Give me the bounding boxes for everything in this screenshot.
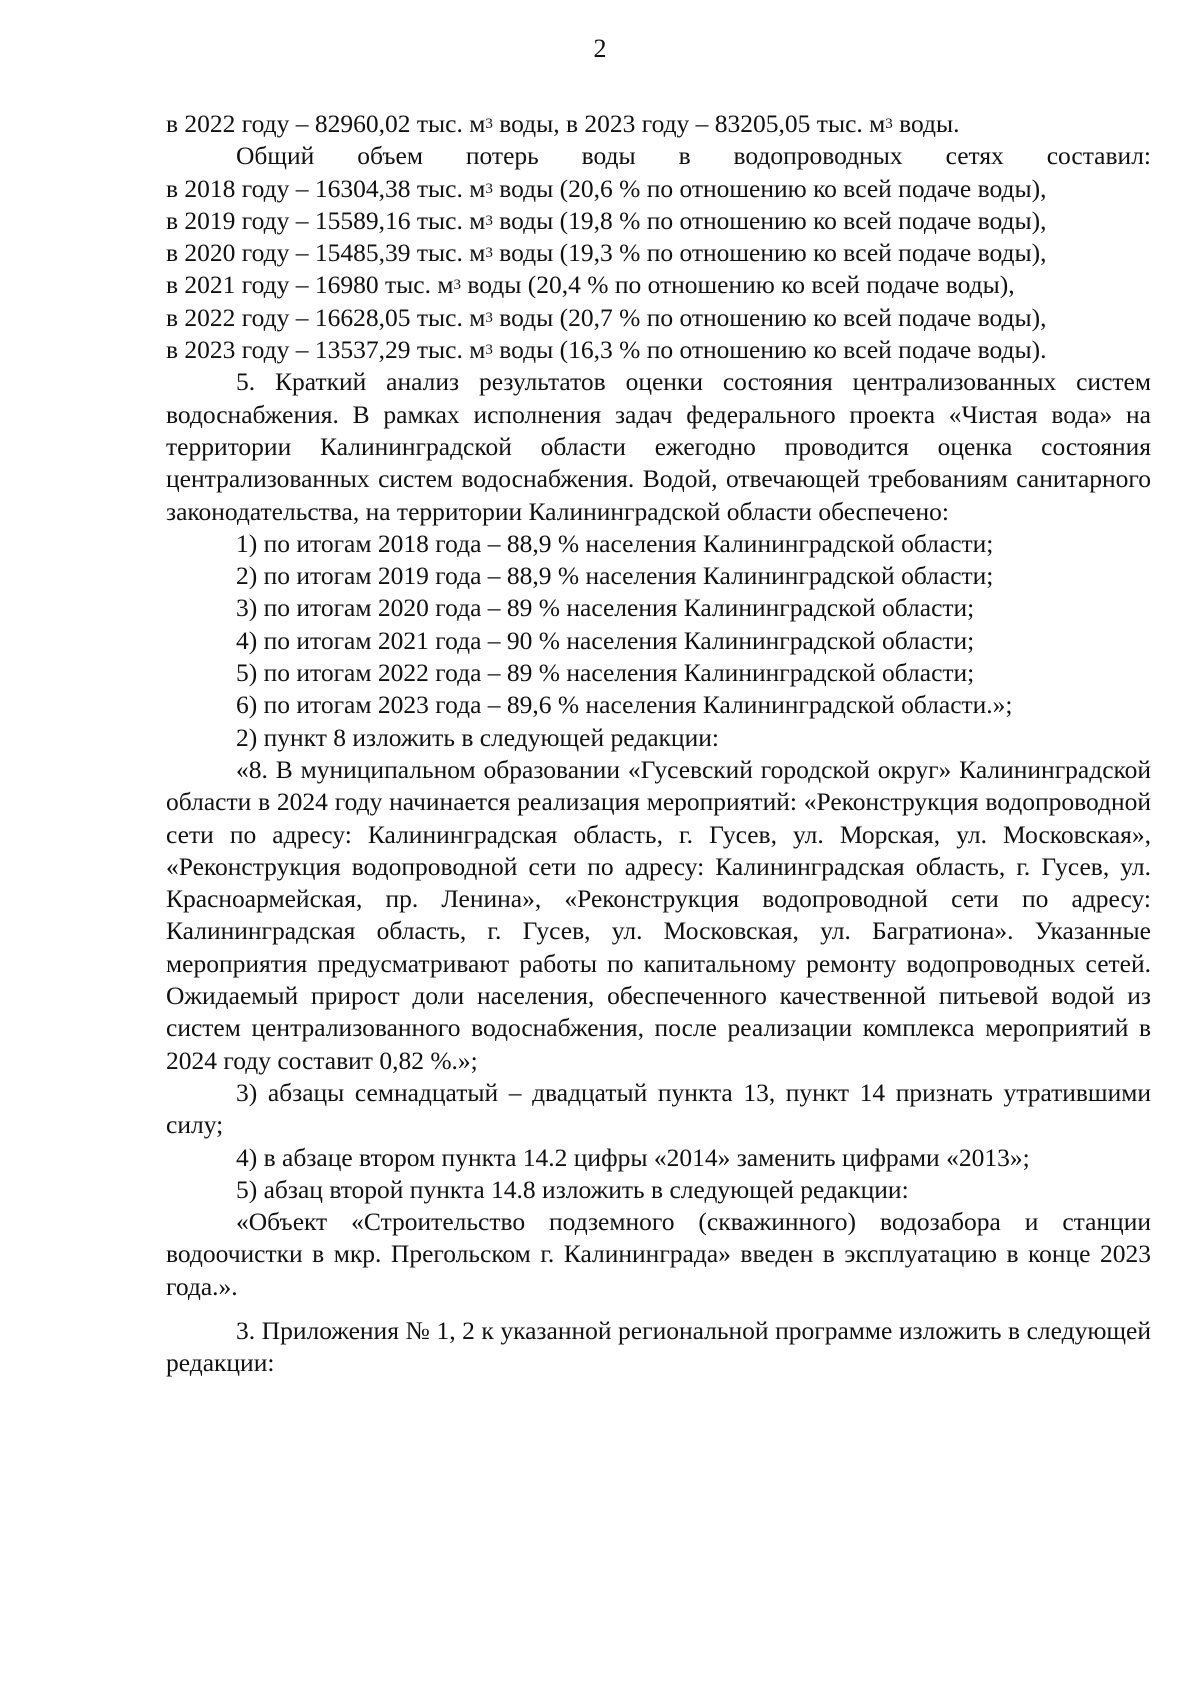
list-item: 2) по итогам 2019 года – 88,9 % населения Калининградской области;: [236, 561, 994, 591]
text-segment: в 2022 году – 82960,02 тыс. м: [166, 109, 486, 138]
list-item: 3) по итогам 2020 года – 89 % населения Калининградской области;: [236, 593, 975, 623]
text-segment: в 2019 году – 15589,16 тыс. м: [166, 205, 486, 235]
losses-line: [166, 334, 1151, 366]
losses-line: [166, 269, 1151, 301]
text-segment: воды (20,4 % по отношению ко всей подаче воды),: [460, 270, 1015, 300]
paragraph-8: «8. В муниципальном образовании «Гусевский городской округ» Калининградской области в 2024 году начинается реализация мероприятий: «Реконструкция водопроводной сети по адресу: Калининградская область, г. Гусев, ул. Морская, ул. Московская», «Реконструкция водопроводной сети по адресу: Калининградская область, г. Гусев, ул. Красноармейская, пр. Ленина», «Реконструкция водопроводной сети по адресу: Калининградская область, г. Гусев, ул. Московская, ул. Багратиона». Указанные мероприятия предусматривают работы по капитальному ремонту водопроводных сетей. Ожидаемый прирост доли населения, обеспеченного качественной питьевой водой из систем централизованного водоснабжения, после реализации комплекса мероприятий в 2024 году составит 0,82 %.»;: [166, 754, 1151, 1075]
superscript: 3: [485, 212, 493, 229]
water-supply-line: [166, 108, 1151, 140]
amendment-item-5: 5) абзац второй пункта 14.8 изложить в следующей редакции:: [236, 1174, 909, 1204]
text-segment: в 2020 году – 15485,39 тыс. м: [166, 238, 486, 268]
losses-list: [166, 173, 1151, 367]
text-segment: воды (19,3 % по отношению ко всей подаче воды),: [492, 238, 1047, 268]
section-3: 3. Приложения № 1, 2 к указанной региональной программе изложить в следующей редакции:: [166, 1315, 1151, 1378]
list-item: 6) по итогам 2023 года – 89,6 % населения Калининградской области.»;: [236, 690, 1013, 720]
superscript: 3: [453, 277, 461, 294]
text-segment: в 2021 году – 16980 тыс. м: [166, 270, 454, 300]
losses-intro: Общий объем потерь воды в водопроводных сетях составил:: [236, 141, 1151, 171]
paragraph-5: 5. Краткий анализ результатов оценки состояния централизованных систем водоснабжения. В рамках исполнения задач федерального проекта «Чистая вода» на территории Калининградской области ежегодно проводится оценка состояния централизованных систем водоснабжения. Водой, отвечающей требованиям санитарного законодательства, на территории Калининградской области обеспечено:: [166, 367, 1151, 526]
text-segment: воды (16,3 % по отношению ко всей подаче воды).: [492, 335, 1047, 365]
text-segment: в 2018 году – 16304,38 тыс. м: [166, 173, 486, 203]
losses-line: [166, 302, 1151, 334]
text-segment: в 2022 году – 16628,05 тыс. м: [166, 302, 486, 332]
text-segment: воды (20,7 % по отношению ко всей подаче воды),: [492, 302, 1047, 332]
amendment-item-4: 4) в абзаце втором пункта 14.2 цифры «2014» заменить цифрами «2013»;: [236, 1142, 1030, 1172]
superscript: 3: [885, 116, 893, 132]
results-list: [166, 528, 1151, 722]
amendment-item-3: 3) абзацы семнадцатый – двадцатый пункта 13, пункт 14 признать утратившими силу;: [166, 1077, 1151, 1140]
object-paragraph: «Объект «Строительство подземного (скважинного) водозабора и станции водоочистки в мкр. Прегольском г. Калининграда» введен в эксплуатацию в конце 2023 года.».: [166, 1207, 1151, 1301]
list-item: 1) по итогам 2018 года – 88,9 % населения Калининградской области;: [236, 528, 994, 558]
list-item: 4) по итогам 2021 года – 90 % населения Калининградской области;: [236, 625, 975, 655]
text-segment: воды (20,6 % по отношению ко всей подаче воды),: [492, 173, 1047, 203]
text-segment: воды (19,8 % по отношению ко всей подаче воды),: [492, 205, 1047, 235]
superscript: 3: [485, 116, 493, 132]
losses-line: [166, 237, 1151, 269]
page-number: 2: [593, 34, 607, 63]
amendment-item-2: 2) пункт 8 изложить в следующей редакции:: [236, 722, 719, 752]
superscript: 3: [485, 245, 493, 262]
losses-line: [166, 173, 1151, 205]
superscript: 3: [485, 309, 493, 326]
text-segment: воды, в 2023 году – 83205,05 тыс. м: [492, 109, 886, 138]
text-segment: воды.: [892, 109, 960, 138]
document-body: [166, 108, 1151, 1380]
list-item: 5) по итогам 2022 года – 89 % населения Калининградской области;: [236, 658, 975, 688]
superscript: 3: [485, 342, 493, 359]
superscript: 3: [485, 180, 493, 197]
losses-line: [166, 205, 1151, 237]
text-segment: в 2023 году – 13537,29 тыс. м: [166, 335, 486, 365]
